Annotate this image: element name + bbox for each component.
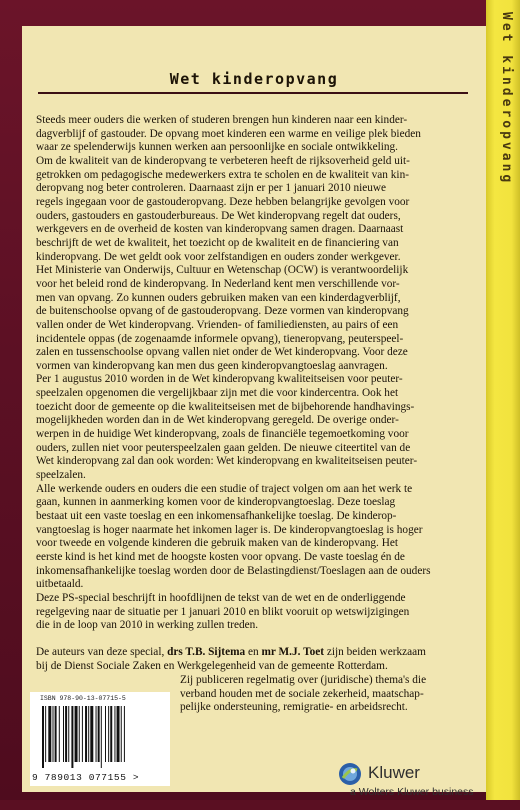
barcode-bar xyxy=(63,706,64,762)
text-line: deropvang nog beter controleren. Daarnaast zijn er per 1 januari 2010 nieuwe xyxy=(36,182,387,195)
text-line: Wet kinderopvang zal dan ook worden: Wet kinderopvang en kwaliteitseisen peuter- xyxy=(36,455,418,468)
barcode-bar xyxy=(105,706,106,762)
text-line: regels ingegaan voor de gastouderopvang. Deze hebben belangrijke gevolgen voor xyxy=(36,195,410,208)
authors-line-2: bij de Dienst Sociale Zaken en Werkgelegenheid van de gemeente Rotterdam. xyxy=(36,659,388,672)
barcode-bar xyxy=(53,706,54,762)
author-name-1: drs T.B. Sijtema xyxy=(167,646,246,658)
authors-prefix: De auteurs van deze special, xyxy=(36,646,168,658)
text-line: gaan, kunnen in aanmerking komen voor de kinderopvangtoeslag. Deze toeslag xyxy=(36,496,396,509)
description-text xyxy=(36,114,476,633)
text-line: bestaat uit een vaste toeslag en een inkomensafhankelijke toeslag. De kinderop- xyxy=(36,510,397,523)
text-line: werkgevers en de overheid de kosten van kinderopvang samen dragen. Daarnaast xyxy=(36,223,404,236)
text-line: regelgeving naar de situatie per 1 januari 2010 en blikt vooruit op wetswijzigingen xyxy=(36,605,410,618)
text-line: beschrijft de wet de kwaliteit, het toezicht op de kwaliteit en de financiering van xyxy=(36,236,399,249)
barcode-bar xyxy=(110,706,112,762)
barcode-bar xyxy=(45,706,46,762)
text-line: inkomensafhankelijke toeslag worden door de Belastingdienst/Toeslagen aan de ouders xyxy=(36,564,431,577)
text-line: Deze PS-special beschrijft in hoofdlijnen de tekst van de wet en de onderliggende xyxy=(36,591,406,604)
barcode-bar xyxy=(114,706,115,762)
text-line: eerste kind is het kind met de hoogste kosten voor opvang. De vaste toeslag én de xyxy=(36,551,405,563)
text-line: speelzalen. xyxy=(36,469,86,482)
text-line: men van opvang. Zo kunnen ouders gebruiken maken van een kinderdagverblijf, xyxy=(36,291,401,304)
barcode-bars xyxy=(42,706,160,768)
barcode-bar xyxy=(85,706,87,762)
barcode-bar xyxy=(124,706,125,762)
barcode-bar xyxy=(79,706,80,762)
text-panel xyxy=(22,26,486,798)
barcode-bar xyxy=(96,706,97,762)
authors-suffix: zijn beiden werkzaam xyxy=(324,646,426,658)
text-line: dagverblijf of gastouder. De opvang moet kinderen een warme en veilige plek bieden xyxy=(36,127,421,140)
barcode-bar xyxy=(68,706,69,762)
text-line: ouders, zullen niet voor peuterspeelzalen gaan gelden. De nieuwe citeertitel van de xyxy=(36,441,411,454)
barcode-bar xyxy=(108,706,109,762)
text-line: uitbetaald. xyxy=(36,578,84,591)
isbn-barcode xyxy=(30,692,170,786)
text-line: Om de kwaliteit van de kinderopvang te verbeteren heeft de rijksoverheid geld uit- xyxy=(36,154,410,167)
publisher-logo xyxy=(338,762,488,810)
text-line: kinderopvang. De wet geldt ook voor zelfstandigen en ouders zonder werkgever. xyxy=(36,250,401,263)
text-line: ouders, gastouders en gastouderbureaus. De Wet kinderopvang regelt dat ouders, xyxy=(36,209,401,222)
spine-title: Wet kinderopvang xyxy=(499,12,514,186)
text-line: Steeds meer ouders die werken of studeren brengen hun kinderen naar een kinder- xyxy=(36,114,408,126)
text-line: mogelijkheden worden dan in de Wet kinderopvang geregeld. De overige onder- xyxy=(36,414,399,427)
text-line: werpen in de huidige Wet kinderopvang, zoals de financiële tegemoetkoming voor xyxy=(36,428,409,441)
text-line: voor het beleid rond de kinderopvang. In Nederland kent men verschillende vor- xyxy=(36,277,400,290)
barcode-bar xyxy=(55,706,57,762)
barcode-bar xyxy=(59,706,60,762)
barcode-bar xyxy=(90,706,93,762)
barcode-bar xyxy=(98,706,100,762)
text-line: getrokken om pedagogische medewerkers extra te scholen en de kwaliteit van kin- xyxy=(36,168,409,181)
text-line: waar ze spelenderwijs kunnen werken aan persoonlijke en sociale ontwikkeling. xyxy=(36,141,399,154)
barcode-bar xyxy=(71,706,73,768)
barcode-bar xyxy=(75,706,78,762)
kluwer-logo-icon xyxy=(338,762,362,786)
text-line: vallen onder de Wet kinderopvang. Vrienden- of familiediensten, au pairs of een xyxy=(36,318,399,331)
text-line: Het Ministerie van Onderwijs, Cultuur en Wetenschap (OCW) is verantwoordelijk xyxy=(36,264,409,277)
authors-line-1 xyxy=(36,646,476,673)
barcode-bar xyxy=(65,706,67,762)
barcode-bar xyxy=(121,706,122,762)
text-line: Alle werkende ouders en ouders die een studie of traject volgen om aan het werk te xyxy=(36,482,413,495)
authors-line-3: Zij publiceren regelmatig over (juridische) thema's die xyxy=(180,674,427,686)
barcode-bar xyxy=(48,706,51,762)
barcode-bar xyxy=(42,706,44,768)
text-line: incidentele oppas (de zogenaamde informele opvang), tieneropvang, peuterspeel- xyxy=(36,332,404,345)
barcode-bar xyxy=(82,706,83,762)
text-line: speelzalen opgenomen die vergelijkbaar zijn met die voor kindercentra. Ook het xyxy=(36,387,399,400)
text-line: toezicht door de gemeente op die kwaliteitseisen met de bijbehorende handhavings- xyxy=(36,400,415,413)
isbn-number: ISBN 978-90-13-07715-5 xyxy=(40,695,126,702)
page-title: Wet kinderopvang xyxy=(169,70,339,88)
text-line: vangtoeslag is hoger naarmate het inkomen lager is. De kinderopvangtoeslag is hoger xyxy=(36,523,423,536)
authors-line-4: verband houden met de sociale zekerheid, maatschap- xyxy=(180,687,424,700)
ean-digits: 9 789013 077155 > xyxy=(32,772,140,783)
text-line: voor tweede en volgende kinderen die gebruik maken van de kinderopvang. Het xyxy=(36,537,399,550)
publisher-tagline: a Wolters Kluwer business xyxy=(350,786,474,798)
authors-bio xyxy=(180,674,476,715)
text-line: zalen en tussenschoolse opvang vallen niet onder de Wet kinderopvang. Voor deze xyxy=(36,346,408,359)
text-line: vormen van kinderopvang kan men dus geen kinderopvangtoeslag aanvragen. xyxy=(36,359,388,372)
author-name-2: mr M.J. Toet xyxy=(261,646,325,658)
text-line: die in de loop van 2010 in werking zullen treden. xyxy=(36,619,259,632)
barcode-bar xyxy=(117,706,120,762)
text-line: de buitenschoolse opvang of de gastouderopvang. Deze vormen van kinderopvang xyxy=(36,305,409,318)
publisher-name: Kluwer xyxy=(368,763,420,782)
barcode-bar xyxy=(88,706,89,762)
authors-line-5: pelijke ondersteuning, remigratie- en arbeidsrecht. xyxy=(180,701,408,714)
text-line: Per 1 augustus 2010 worden in de Wet kinderopvang kwaliteitseisen voor peuter- xyxy=(36,373,403,386)
authors-connector: en xyxy=(245,646,262,658)
barcode-bar xyxy=(101,706,102,768)
title-divider xyxy=(38,92,468,94)
